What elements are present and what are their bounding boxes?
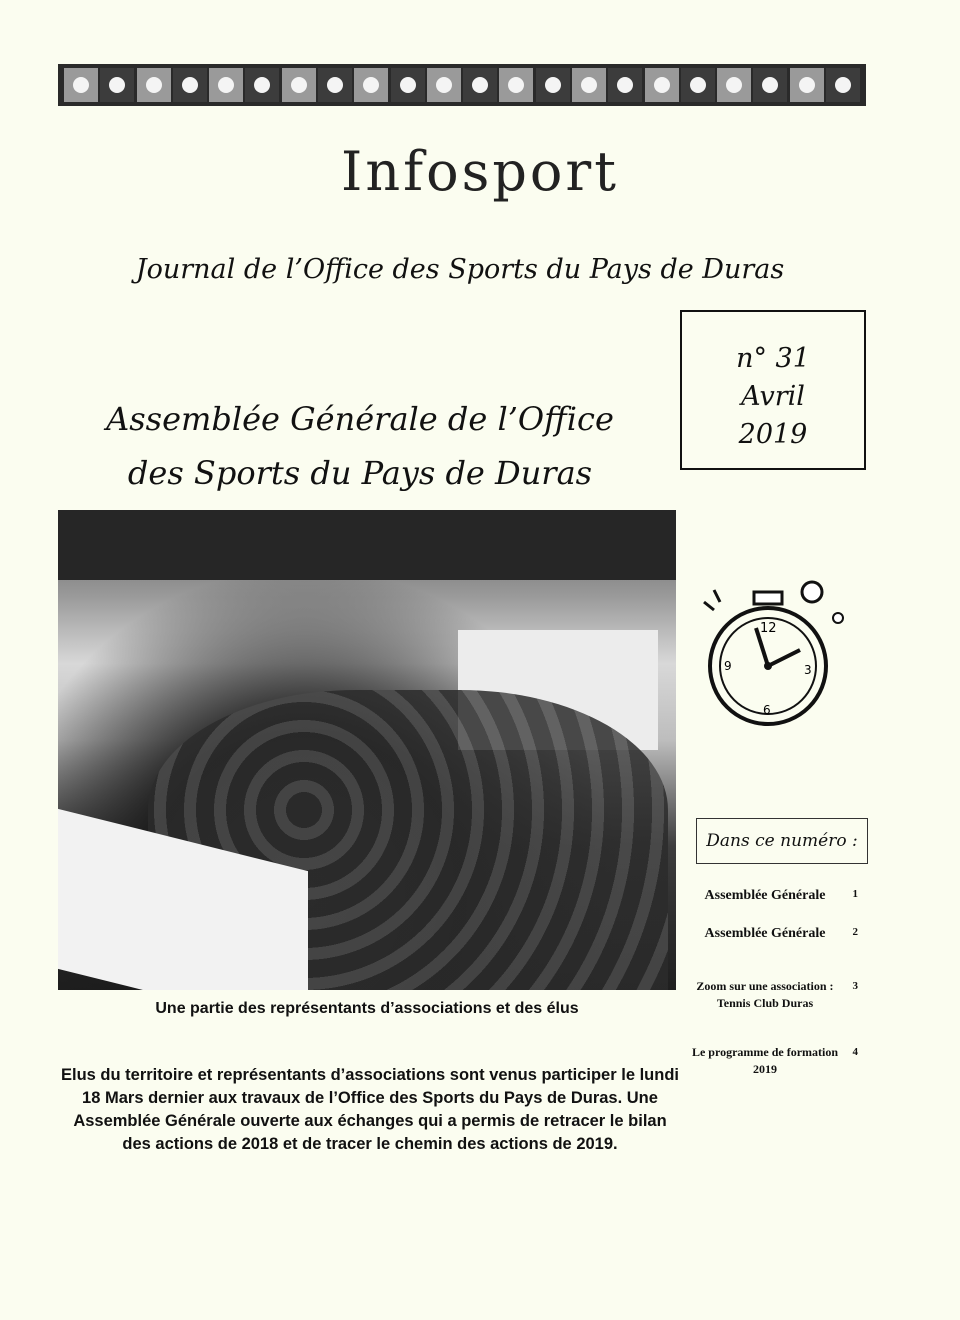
toc-item-page: 3 bbox=[852, 980, 858, 992]
banner-dot bbox=[146, 77, 162, 93]
toc-item-page: 2 bbox=[852, 926, 858, 938]
banner-dot bbox=[835, 77, 851, 93]
toc-item-page: 4 bbox=[852, 1046, 858, 1058]
banner-dot bbox=[109, 77, 125, 93]
photo-ceiling bbox=[58, 510, 676, 580]
issue-number: n° 31 bbox=[736, 343, 810, 374]
banner-dot bbox=[218, 77, 234, 93]
photo-caption: Une partie des représentants d’associations et des élus bbox=[155, 1000, 579, 1017]
banner-square bbox=[209, 68, 243, 102]
journal-subtitle: Journal de l’Office des Sports du Pays de Duras bbox=[135, 254, 785, 285]
banner-square bbox=[608, 68, 642, 102]
banner-square bbox=[753, 68, 787, 102]
toc-item bbox=[690, 1044, 858, 1078]
banner-square bbox=[826, 68, 860, 102]
banner-square bbox=[64, 68, 98, 102]
banner-square bbox=[137, 68, 171, 102]
main-headline bbox=[80, 392, 640, 500]
banner-dot bbox=[799, 77, 815, 93]
banner-dot bbox=[545, 77, 561, 93]
banner-dot bbox=[762, 77, 778, 93]
headline-line-1: Assemblée Générale de l’Office bbox=[106, 400, 614, 438]
banner-dot bbox=[254, 77, 270, 93]
banner-square bbox=[318, 68, 352, 102]
svg-text:3: 3 bbox=[804, 663, 812, 677]
banner-square bbox=[282, 68, 316, 102]
headline-line-2: des Sports du Pays de Duras bbox=[127, 454, 593, 492]
banner-square bbox=[681, 68, 715, 102]
svg-text:6: 6 bbox=[763, 703, 771, 717]
banner-dot bbox=[73, 77, 89, 93]
toc-item-label: Zoom sur une association : Tennis Club Duras bbox=[696, 979, 834, 1010]
banner-square bbox=[717, 68, 751, 102]
banner-dot bbox=[436, 77, 452, 93]
banner-dot bbox=[654, 77, 670, 93]
meeting-photo bbox=[58, 510, 676, 990]
banner-square bbox=[427, 68, 461, 102]
toc-item-page: 1 bbox=[852, 888, 858, 900]
banner-dot bbox=[508, 77, 524, 93]
banner-dot bbox=[581, 77, 597, 93]
masthead-title: Infosport bbox=[341, 140, 619, 203]
banner-square bbox=[645, 68, 679, 102]
banner-square bbox=[173, 68, 207, 102]
svg-text:12: 12 bbox=[760, 621, 777, 636]
banner-dot bbox=[182, 77, 198, 93]
banner-square bbox=[391, 68, 425, 102]
banner-dot bbox=[291, 77, 307, 93]
toc-item-label: Assemblée Générale bbox=[704, 888, 826, 903]
article-summary: Elus du territoire et représentants d’associations sont venus participer le lundi 18 Mars dernier aux travaux de l’Office des Sports du Pays de Duras. Une Assemblée Générale ouverte aux échanges qui a permis de retracer le bilan des actions de 2018 et de tracer le chemin des actions de 2019. bbox=[61, 1066, 679, 1153]
toc-title: Dans ce numéro : bbox=[696, 818, 868, 864]
banner-dot bbox=[472, 77, 488, 93]
banner-dot bbox=[327, 77, 343, 93]
issue-year: 2019 bbox=[738, 419, 808, 450]
dotted-banner bbox=[58, 64, 866, 106]
banner-square bbox=[536, 68, 570, 102]
issue-box bbox=[680, 310, 866, 470]
banner-square bbox=[354, 68, 388, 102]
banner-dot bbox=[690, 77, 706, 93]
toc-item-label: Assemblée Générale bbox=[704, 926, 826, 941]
stopwatch-icon bbox=[700, 570, 850, 740]
banner-square bbox=[100, 68, 134, 102]
banner-square bbox=[499, 68, 533, 102]
toc-item-label: Le programme de formation 2019 bbox=[691, 1045, 839, 1076]
toc-item bbox=[690, 926, 858, 942]
banner-dot bbox=[363, 77, 379, 93]
svg-text:9: 9 bbox=[724, 659, 732, 673]
toc-item bbox=[690, 888, 858, 904]
banner-dot bbox=[726, 77, 742, 93]
banner-dot bbox=[400, 77, 416, 93]
banner-square bbox=[245, 68, 279, 102]
issue-month: Avril bbox=[741, 381, 805, 412]
toc-item bbox=[690, 978, 858, 1012]
banner-square bbox=[463, 68, 497, 102]
banner-square bbox=[790, 68, 824, 102]
banner-square bbox=[572, 68, 606, 102]
banner-dot bbox=[617, 77, 633, 93]
